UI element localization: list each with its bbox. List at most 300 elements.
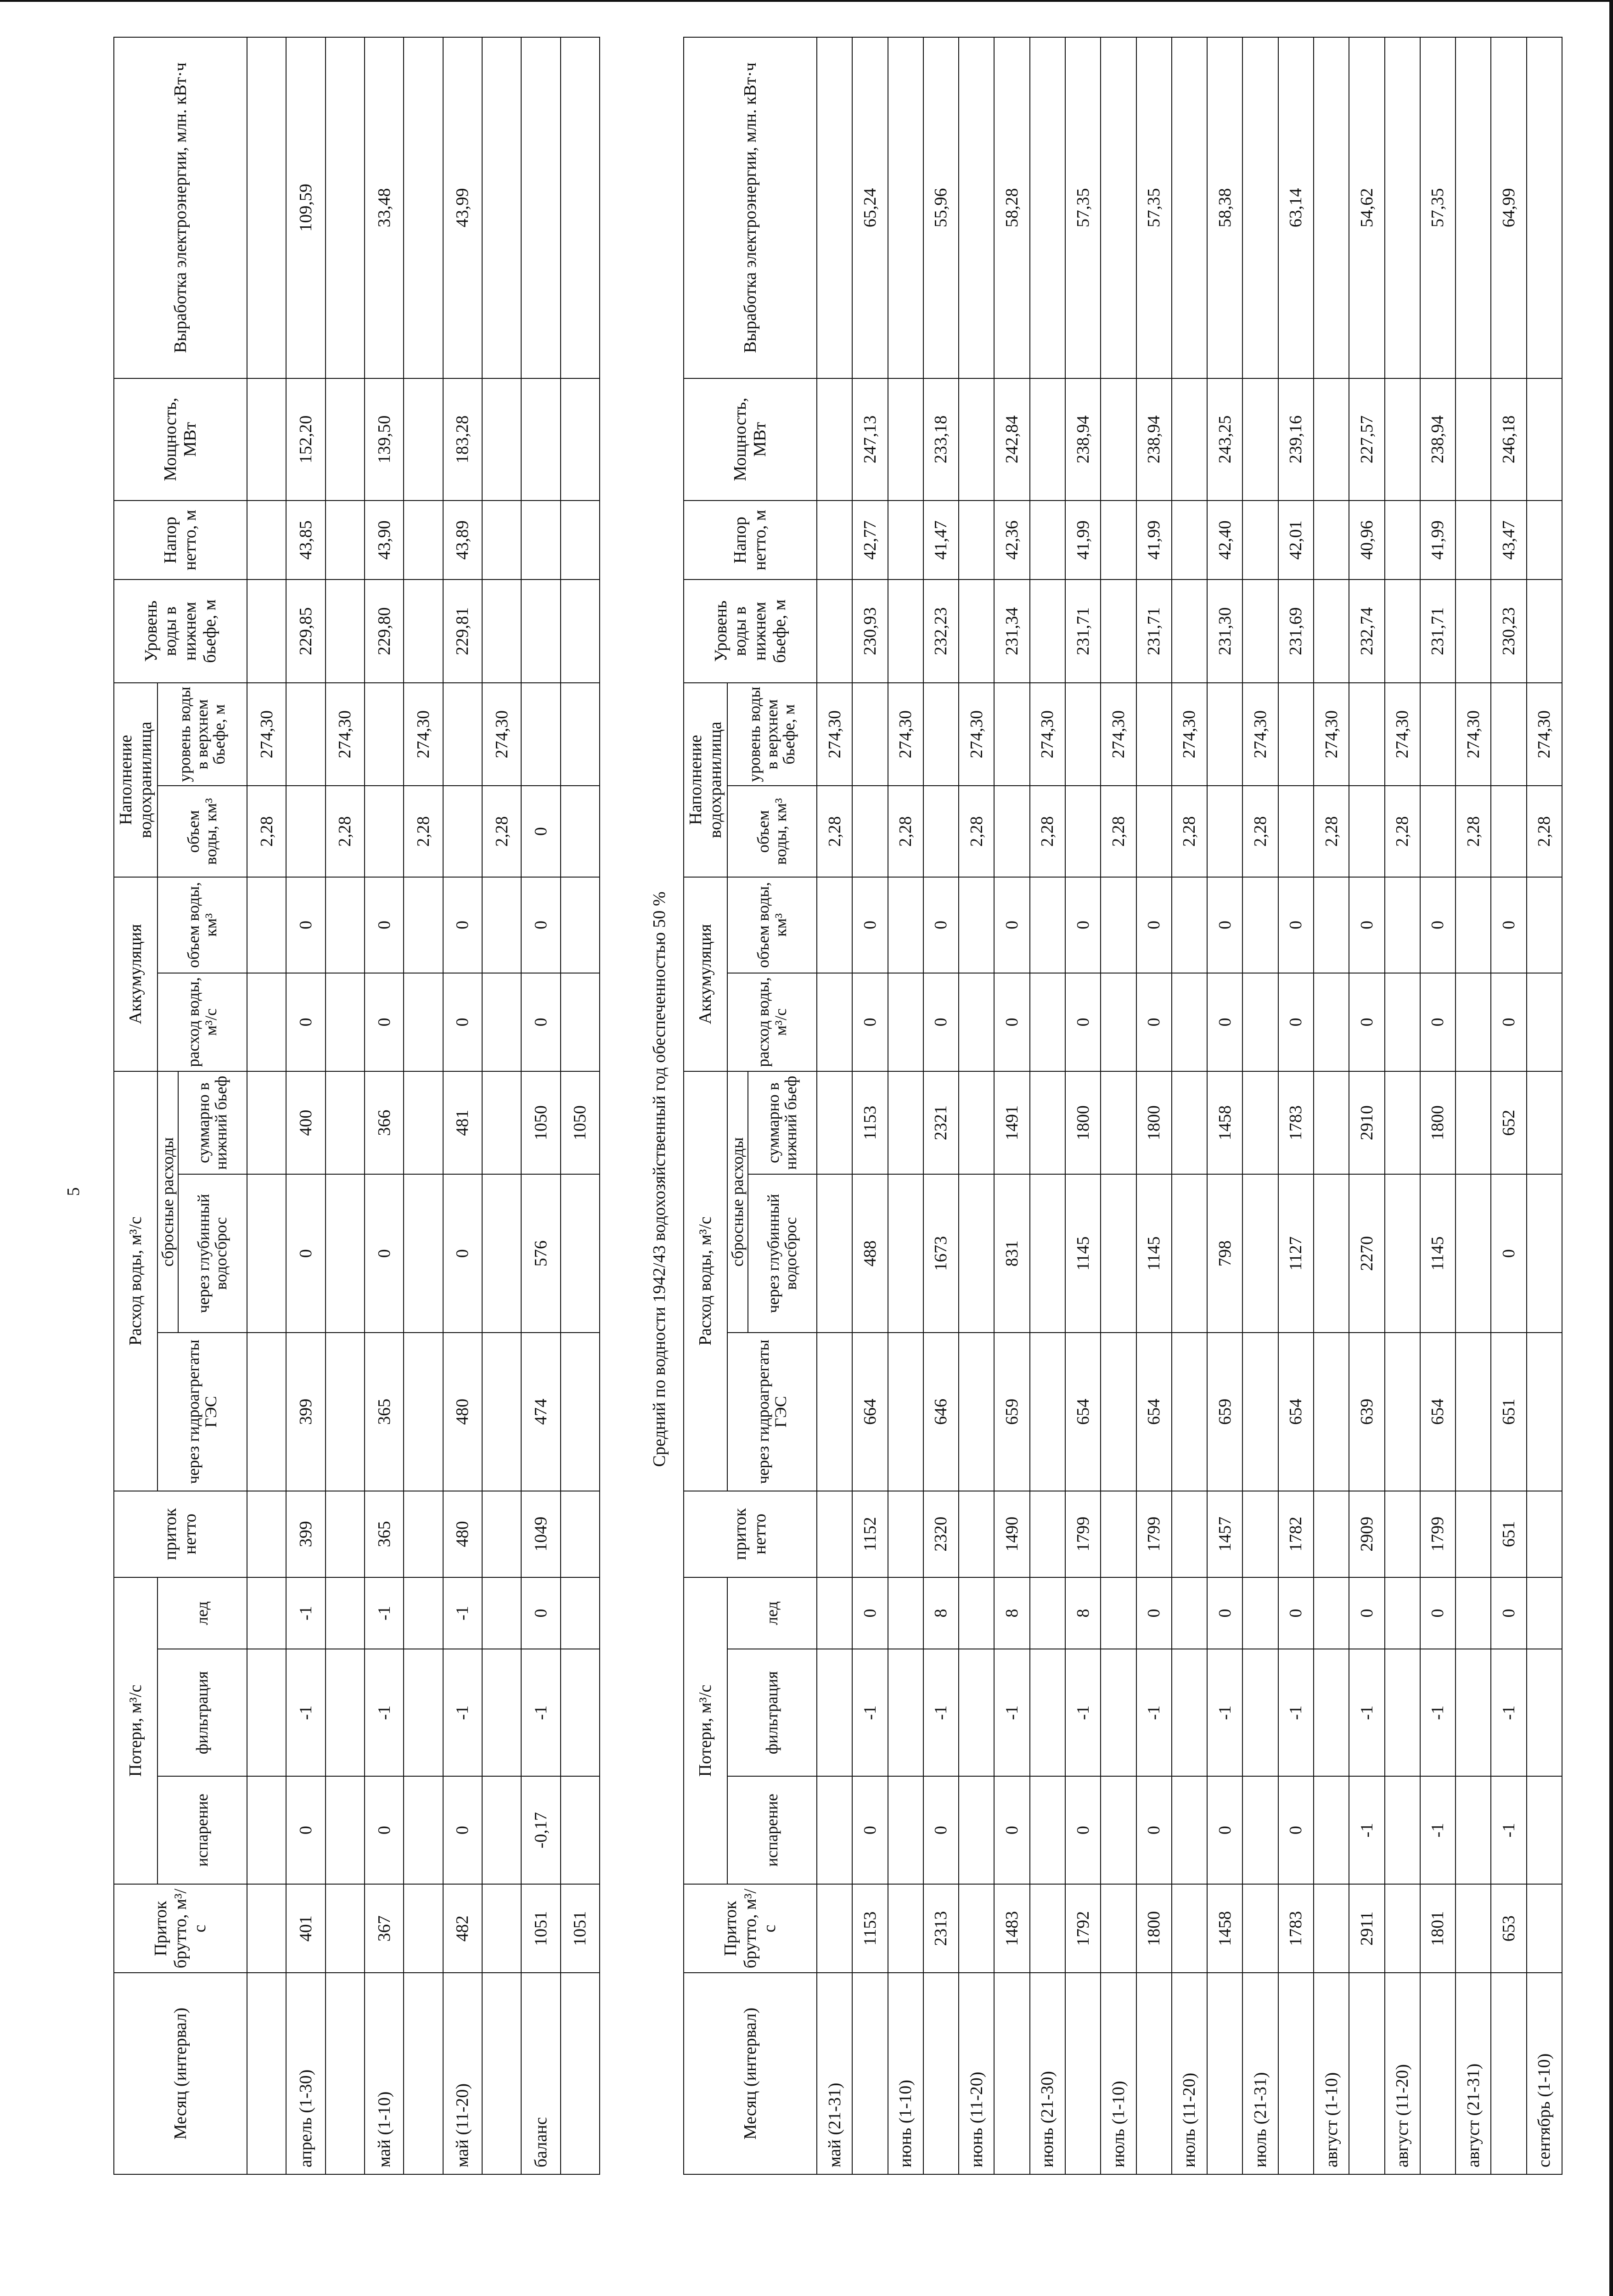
cell-inflow-net <box>1456 1491 1491 1577</box>
cell-filtration <box>1456 1649 1491 1776</box>
cell-turbines <box>888 1333 923 1491</box>
cell-inflow-gross: 2313 <box>923 1884 959 1973</box>
row-label <box>1065 1973 1101 2174</box>
cell-total: 1458 <box>1207 1071 1242 1175</box>
cell-ice: 0 <box>1278 1577 1314 1649</box>
header-energy: Выработка электроэнергии, млн. кВт·ч <box>684 37 817 378</box>
row-label: баланс <box>521 1973 560 2174</box>
cell-acc-rate: 0 <box>1491 973 1526 1071</box>
cell-upstream <box>994 683 1029 786</box>
cell-spillway: 798 <box>1207 1174 1242 1333</box>
cell-head: 42,40 <box>1207 501 1242 580</box>
cell-inflow-net <box>1030 1491 1065 1577</box>
cell-filtration <box>482 1649 521 1776</box>
cell-tailwater <box>1527 580 1562 683</box>
cell-power <box>959 378 994 501</box>
header-inflow-net: приток нетто <box>684 1491 817 1577</box>
cell-turbines <box>247 1333 286 1491</box>
cell-fill-volume <box>994 786 1029 877</box>
cell-total: 2910 <box>1349 1071 1384 1175</box>
water-balance-table-1 <box>113 37 600 2175</box>
cell-acc-rate <box>1030 973 1065 1071</box>
cell-spillway: 2270 <box>1349 1174 1384 1333</box>
cell-power: 238,94 <box>1136 378 1172 501</box>
cell-acc-volume <box>1456 877 1491 973</box>
cell-total <box>1456 1071 1491 1175</box>
cell-energy: 63,14 <box>1278 37 1314 378</box>
cell-tailwater: 232,23 <box>923 580 959 683</box>
cell-spillway <box>1101 1174 1136 1333</box>
cell-evaporation: 0 <box>923 1776 959 1884</box>
header-power: Мощность, МВт <box>114 378 247 501</box>
cell-fill-volume: 2,28 <box>404 786 443 877</box>
header-net-head: Напор нетто, м <box>114 501 247 580</box>
cell-energy: 58,38 <box>1207 37 1242 378</box>
cell-ice: 0 <box>1349 1577 1384 1649</box>
cell-inflow-net <box>326 1491 365 1577</box>
table-row <box>482 37 521 2174</box>
cell-total: 1800 <box>1420 1071 1456 1175</box>
cell-inflow-gross: 1458 <box>1207 1884 1242 1973</box>
cell-ice <box>959 1577 994 1649</box>
cell-head: 41,99 <box>1065 501 1101 580</box>
cell-evaporation: 0 <box>852 1776 888 1884</box>
cell-evaporation <box>1527 1776 1562 1884</box>
cell-tailwater <box>817 580 852 683</box>
cell-inflow-net <box>1314 1491 1349 1577</box>
cell-total <box>1242 1071 1278 1175</box>
cell-inflow-gross: 401 <box>286 1884 325 1973</box>
header-flow: Расход воды, м³/с <box>684 1071 727 1491</box>
table-row <box>959 37 994 2174</box>
cell-upstream: 274,30 <box>1456 683 1491 786</box>
cell-power: 238,94 <box>1420 378 1456 501</box>
cell-energy: 58,28 <box>994 37 1029 378</box>
cell-spillway: 0 <box>286 1174 325 1333</box>
cell-fill-volume <box>286 786 325 877</box>
cell-filtration <box>561 1649 600 1776</box>
cell-power: 242,84 <box>994 378 1029 501</box>
header-inflow-gross: Приток брутто, м³/с <box>114 1884 247 1973</box>
cell-tailwater <box>1101 580 1136 683</box>
cell-total: 2321 <box>923 1071 959 1175</box>
cell-spillway <box>561 1174 600 1333</box>
cell-acc-rate: 0 <box>1420 973 1456 1071</box>
cell-head: 43,85 <box>286 501 325 580</box>
cell-turbines: 654 <box>1065 1333 1101 1491</box>
cell-tailwater <box>1385 580 1420 683</box>
cell-upstream: 274,30 <box>1527 683 1562 786</box>
header-filtration: фильтрация <box>727 1649 817 1776</box>
cell-filtration: -1 <box>1278 1649 1314 1776</box>
cell-power <box>1456 378 1491 501</box>
cell-total <box>959 1071 994 1175</box>
table-row <box>365 37 404 2174</box>
header-spill: сбросные расходы <box>157 1071 178 1333</box>
cell-power: 227,57 <box>1349 378 1384 501</box>
cell-tailwater: 231,30 <box>1207 580 1242 683</box>
cell-acc-volume <box>482 877 521 973</box>
row-label: август (11-20) <box>1385 1973 1420 2174</box>
table-row <box>994 37 1029 2174</box>
cell-spillway <box>817 1174 852 1333</box>
cell-head: 42,77 <box>852 501 888 580</box>
table-row <box>286 37 325 2174</box>
cell-upstream: 274,30 <box>1030 683 1065 786</box>
cell-spillway <box>1314 1174 1349 1333</box>
header-flow: Расход воды, м³/с <box>114 1071 157 1491</box>
cell-turbines <box>404 1333 443 1491</box>
cell-evaporation: 0 <box>365 1776 404 1884</box>
cell-acc-volume: 0 <box>1065 877 1101 973</box>
cell-filtration <box>1101 1649 1136 1776</box>
cell-spillway <box>888 1174 923 1333</box>
cell-upstream <box>1136 683 1172 786</box>
cell-power: 247,13 <box>852 378 888 501</box>
cell-inflow-net: 365 <box>365 1491 404 1577</box>
row-label: май (11-20) <box>443 1973 482 2174</box>
cell-evaporation <box>1456 1776 1491 1884</box>
cell-acc-volume: 0 <box>994 877 1029 973</box>
cell-fill-volume: 2,28 <box>482 786 521 877</box>
cell-acc-volume <box>817 877 852 973</box>
cell-energy: 55,96 <box>923 37 959 378</box>
header-tailwater-level: Уровень воды в нижнем бьефе, м <box>684 580 817 683</box>
cell-evaporation: -0,17 <box>521 1776 560 1884</box>
table-row <box>326 37 365 2174</box>
cell-turbines: 365 <box>365 1333 404 1491</box>
cell-head: 41,99 <box>1136 501 1172 580</box>
cell-filtration <box>247 1649 286 1776</box>
cell-evaporation <box>1030 1776 1065 1884</box>
cell-acc-volume: 0 <box>852 877 888 973</box>
cell-fill-volume: 2,28 <box>817 786 852 877</box>
cell-head <box>404 501 443 580</box>
cell-inflow-gross <box>888 1884 923 1973</box>
cell-total: 652 <box>1491 1071 1526 1175</box>
cell-upstream <box>1278 683 1314 786</box>
cell-power <box>561 378 600 501</box>
cell-spillway <box>247 1174 286 1333</box>
cell-tailwater <box>521 580 560 683</box>
cell-evaporation: -1 <box>1491 1776 1526 1884</box>
cell-tailwater <box>888 580 923 683</box>
cell-filtration <box>959 1649 994 1776</box>
row-label: август (1-10) <box>1314 1973 1349 2174</box>
cell-upstream <box>1207 683 1242 786</box>
cell-tailwater: 232,74 <box>1349 580 1384 683</box>
cell-power <box>404 378 443 501</box>
cell-acc-rate <box>1172 973 1207 1071</box>
cell-power <box>482 378 521 501</box>
cell-energy <box>1456 37 1491 378</box>
header-evaporation: испарение <box>727 1776 817 1884</box>
page-number: 5 <box>64 1187 83 1196</box>
cell-spillway: 0 <box>443 1174 482 1333</box>
row-label: июнь (21-30) <box>1030 1973 1065 2174</box>
row-label: июль (21-31) <box>1242 1973 1278 2174</box>
cell-tailwater <box>1172 580 1207 683</box>
cell-head: 41,99 <box>1420 501 1456 580</box>
cell-acc-rate <box>1314 973 1349 1071</box>
cell-evaporation: 0 <box>1207 1776 1242 1884</box>
row-label <box>852 1973 888 2174</box>
cell-total: 366 <box>365 1071 404 1175</box>
cell-inflow-net <box>1385 1491 1420 1577</box>
cell-spillway <box>1527 1174 1562 1333</box>
cell-inflow-gross <box>1101 1884 1136 1973</box>
table-row <box>404 37 443 2174</box>
cell-turbines: 399 <box>286 1333 325 1491</box>
cell-inflow-net <box>959 1491 994 1577</box>
cell-acc-rate: 0 <box>1278 973 1314 1071</box>
cell-power <box>1242 378 1278 501</box>
cell-power <box>1385 378 1420 501</box>
cell-ice <box>1456 1577 1491 1649</box>
cell-ice <box>888 1577 923 1649</box>
cell-inflow-gross <box>482 1884 521 1973</box>
cell-spillway: 831 <box>994 1174 1029 1333</box>
cell-upstream <box>443 683 482 786</box>
cell-acc-rate: 0 <box>286 973 325 1071</box>
cell-inflow-net <box>404 1491 443 1577</box>
table-row <box>247 37 286 2174</box>
row-label <box>994 1973 1029 2174</box>
cell-acc-rate: 0 <box>852 973 888 1071</box>
cell-inflow-gross: 367 <box>365 1884 404 1973</box>
cell-upstream: 274,30 <box>1314 683 1349 786</box>
row-label: апрель (1-30) <box>286 1973 325 2174</box>
cell-inflow-gross: 482 <box>443 1884 482 1973</box>
cell-turbines <box>959 1333 994 1491</box>
cell-energy <box>1242 37 1278 378</box>
cell-fill-volume <box>1420 786 1456 877</box>
cell-total <box>1030 1071 1065 1175</box>
cell-inflow-gross <box>1385 1884 1420 1973</box>
cell-filtration <box>1527 1649 1562 1776</box>
cell-inflow-gross: 1483 <box>994 1884 1029 1973</box>
cell-total: 1491 <box>994 1071 1029 1175</box>
cell-upstream <box>521 683 560 786</box>
cell-upstream: 274,30 <box>482 683 521 786</box>
cell-tailwater <box>1314 580 1349 683</box>
cell-energy: 57,35 <box>1420 37 1456 378</box>
cell-acc-volume <box>1242 877 1278 973</box>
table-row <box>1385 37 1420 2174</box>
cell-acc-rate: 0 <box>1207 973 1242 1071</box>
cell-power <box>247 378 286 501</box>
table-row <box>443 37 482 2174</box>
cell-power: 139,50 <box>365 378 404 501</box>
cell-filtration <box>326 1649 365 1776</box>
cell-acc-volume <box>561 877 600 973</box>
cell-filtration <box>1030 1649 1065 1776</box>
cell-head <box>1527 501 1562 580</box>
header-upstream-level: уровень воды в верхнем бьефе, м <box>727 683 817 786</box>
cell-ice <box>1172 1577 1207 1649</box>
cell-fill-volume <box>1136 786 1172 877</box>
row-label <box>923 1973 959 2174</box>
cell-spillway: 1145 <box>1420 1174 1456 1333</box>
cell-total: 1050 <box>521 1071 560 1175</box>
cell-acc-volume: 0 <box>1420 877 1456 973</box>
header-via-turbines: через гидроагрегаты ГЭС <box>727 1333 817 1491</box>
cell-turbines <box>1242 1333 1278 1491</box>
cell-upstream: 274,30 <box>959 683 994 786</box>
cell-tailwater <box>247 580 286 683</box>
cell-fill-volume: 2,28 <box>1101 786 1136 877</box>
header-spill: сбросные расходы <box>727 1071 748 1333</box>
cell-evaporation <box>326 1776 365 1884</box>
table-row <box>1030 37 1065 2174</box>
header-ice: лед <box>157 1577 247 1649</box>
table-row <box>1491 37 1526 2174</box>
cell-ice <box>247 1577 286 1649</box>
cell-inflow-gross <box>326 1884 365 1973</box>
cell-ice: 8 <box>994 1577 1029 1649</box>
cell-acc-volume <box>1527 877 1562 973</box>
row-label: июль (1-10) <box>1101 1973 1136 2174</box>
cell-fill-volume: 2,28 <box>1385 786 1420 877</box>
cell-inflow-net: 1457 <box>1207 1491 1242 1577</box>
cell-turbines <box>1101 1333 1136 1491</box>
header-filtration: фильтрация <box>157 1649 247 1776</box>
table-row <box>1349 37 1384 2174</box>
cell-acc-volume: 0 <box>443 877 482 973</box>
cell-tailwater: 230,23 <box>1491 580 1526 683</box>
cell-turbines: 651 <box>1491 1333 1526 1491</box>
cell-fill-volume: 2,28 <box>888 786 923 877</box>
row-label <box>561 1973 600 2174</box>
cell-inflow-net: 2320 <box>923 1491 959 1577</box>
cell-ice <box>1314 1577 1349 1649</box>
cell-ice <box>326 1577 365 1649</box>
cell-tailwater: 231,71 <box>1136 580 1172 683</box>
cell-ice: 0 <box>852 1577 888 1649</box>
cell-evaporation: 0 <box>1136 1776 1172 1884</box>
cell-tailwater: 231,34 <box>994 580 1029 683</box>
cell-head <box>1456 501 1491 580</box>
row-label <box>1136 1973 1172 2174</box>
cell-upstream <box>923 683 959 786</box>
cell-tailwater: 229,81 <box>443 580 482 683</box>
cell-inflow-net: 1799 <box>1420 1491 1456 1577</box>
header-fill-volume: объем воды, км³ <box>727 786 817 877</box>
cell-power <box>1172 378 1207 501</box>
cell-total <box>888 1071 923 1175</box>
cell-ice <box>404 1577 443 1649</box>
cell-acc-rate <box>247 973 286 1071</box>
cell-total: 1050 <box>561 1071 600 1175</box>
cell-evaporation <box>1385 1776 1420 1884</box>
cell-ice: 0 <box>1491 1577 1526 1649</box>
cell-acc-rate: 0 <box>1065 973 1101 1071</box>
cell-upstream: 274,30 <box>404 683 443 786</box>
cell-inflow-gross: 1051 <box>521 1884 560 1973</box>
cell-inflow-net: 651 <box>1491 1491 1526 1577</box>
cell-tailwater <box>959 580 994 683</box>
cell-total: 481 <box>443 1071 482 1175</box>
cell-fill-volume <box>1491 786 1526 877</box>
cell-energy <box>326 37 365 378</box>
cell-tailwater <box>482 580 521 683</box>
cell-upstream <box>1349 683 1384 786</box>
cell-acc-rate <box>482 973 521 1071</box>
cell-upstream <box>852 683 888 786</box>
row-label: июнь (11-20) <box>959 1973 994 2174</box>
cell-head <box>888 501 923 580</box>
cell-ice <box>482 1577 521 1649</box>
cell-total: 1800 <box>1065 1071 1101 1175</box>
cell-inflow-net: 2909 <box>1349 1491 1384 1577</box>
header-losses: Потери, м³/с <box>114 1577 157 1884</box>
cell-evaporation <box>247 1776 286 1884</box>
cell-acc-rate: 0 <box>923 973 959 1071</box>
cell-energy: 43,99 <box>443 37 482 378</box>
cell-turbines: 474 <box>521 1333 560 1491</box>
cell-head <box>1385 501 1420 580</box>
cell-spillway: 488 <box>852 1174 888 1333</box>
cell-spillway: 1127 <box>1278 1174 1314 1333</box>
table-row <box>1101 37 1136 2174</box>
cell-acc-volume: 0 <box>365 877 404 973</box>
cell-total <box>482 1071 521 1175</box>
cell-inflow-net <box>817 1491 852 1577</box>
cell-ice: 0 <box>1420 1577 1456 1649</box>
header-evaporation: испарение <box>157 1776 247 1884</box>
cell-inflow-gross <box>1030 1884 1065 1973</box>
cell-acc-volume: 0 <box>1349 877 1384 973</box>
cell-filtration: -1 <box>923 1649 959 1776</box>
cell-fill-volume: 2,28 <box>1456 786 1491 877</box>
cell-turbines <box>1030 1333 1065 1491</box>
cell-turbines: 639 <box>1349 1333 1384 1491</box>
cell-filtration: -1 <box>443 1649 482 1776</box>
cell-acc-rate: 0 <box>365 973 404 1071</box>
cell-evaporation <box>959 1776 994 1884</box>
header-losses: Потери, м³/с <box>684 1577 727 1884</box>
cell-ice: 0 <box>1207 1577 1242 1649</box>
cell-upstream: 274,30 <box>326 683 365 786</box>
header-month: Месяц (интервал) <box>114 1973 247 2174</box>
cell-ice <box>1385 1577 1420 1649</box>
cell-filtration: -1 <box>1136 1649 1172 1776</box>
cell-evaporation: 0 <box>443 1776 482 1884</box>
cell-evaporation <box>1172 1776 1207 1884</box>
cell-inflow-net <box>1242 1491 1278 1577</box>
row-label <box>482 1973 521 2174</box>
table-row <box>561 37 600 2174</box>
cell-energy <box>1030 37 1065 378</box>
cell-inflow-gross <box>1172 1884 1207 1973</box>
cell-inflow-net <box>482 1491 521 1577</box>
cell-turbines <box>1172 1333 1207 1491</box>
cell-inflow-net <box>247 1491 286 1577</box>
cell-acc-rate <box>1242 973 1278 1071</box>
cell-turbines: 480 <box>443 1333 482 1491</box>
table-row <box>1456 37 1491 2174</box>
cell-fill-volume <box>443 786 482 877</box>
cell-acc-rate: 0 <box>1136 973 1172 1071</box>
cell-evaporation: 0 <box>994 1776 1029 1884</box>
cell-upstream: 274,30 <box>1385 683 1420 786</box>
row-label <box>1349 1973 1384 2174</box>
cell-evaporation: -1 <box>1349 1776 1384 1884</box>
cell-total: 400 <box>286 1071 325 1175</box>
cell-turbines <box>1456 1333 1491 1491</box>
cell-ice: 0 <box>1136 1577 1172 1649</box>
cell-filtration: -1 <box>521 1649 560 1776</box>
